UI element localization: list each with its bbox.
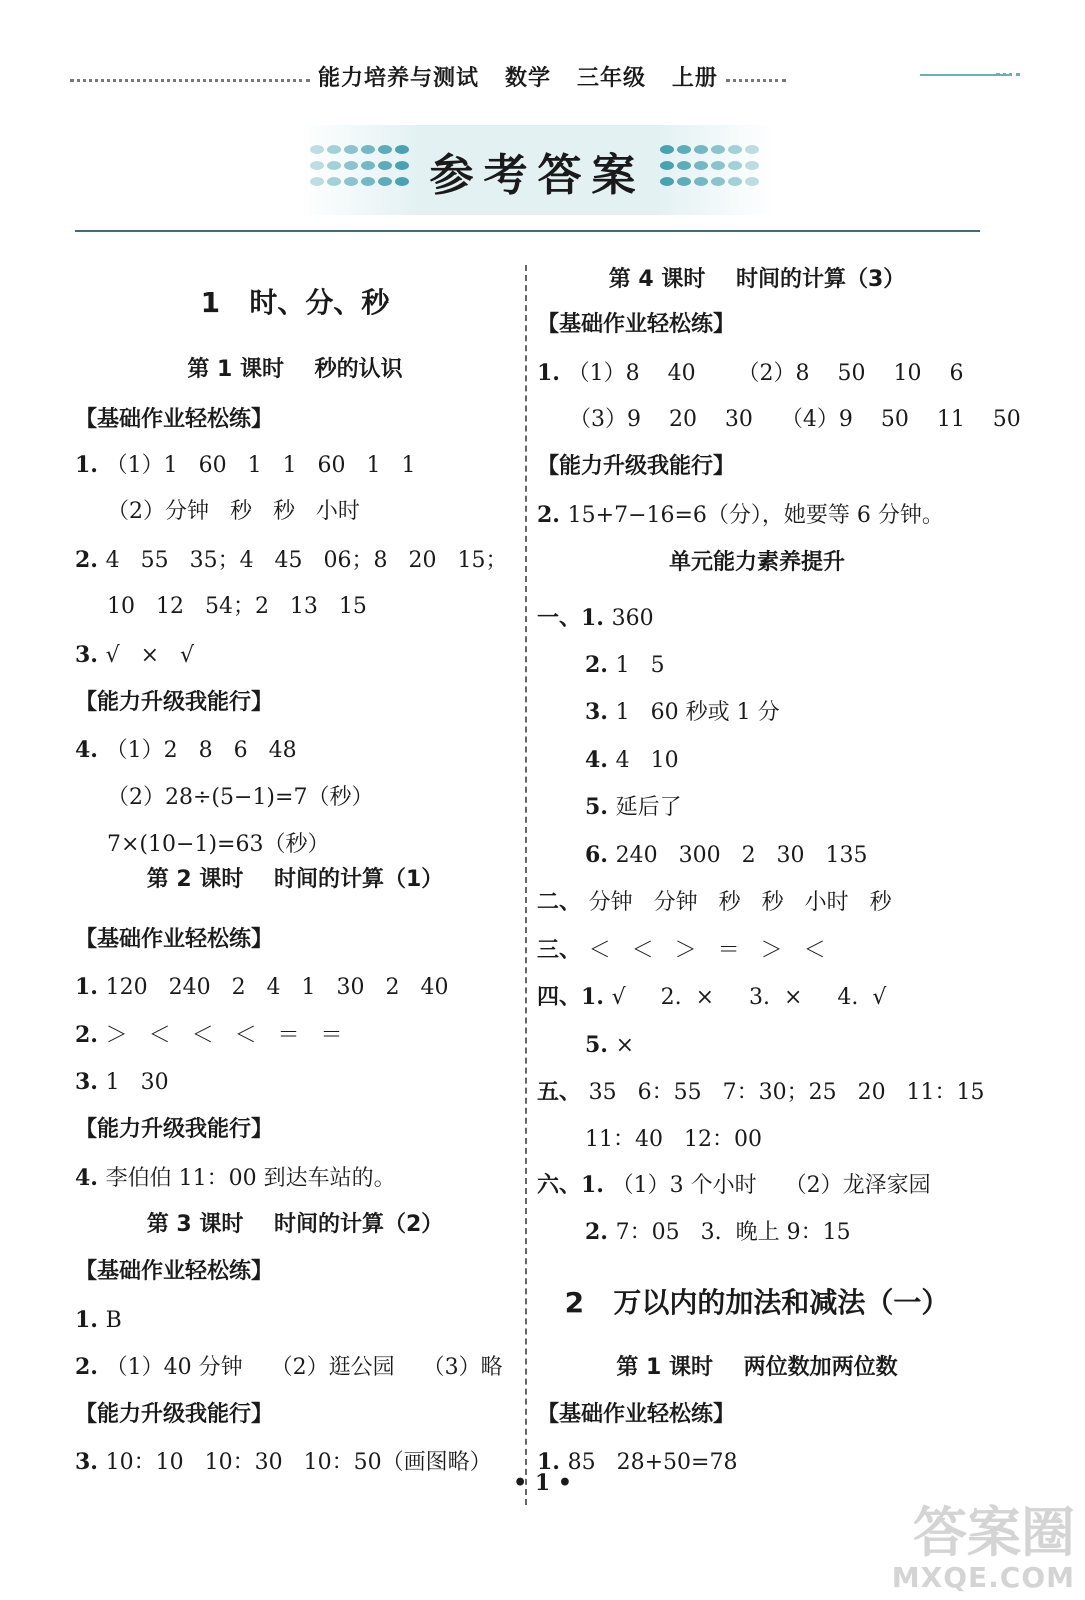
chapter-title: 1 时、分、秒 bbox=[200, 286, 390, 319]
lesson-title: 第 1 课时 秒的认识 bbox=[187, 357, 403, 382]
answer-text: ＞ ＜ ＜ ＜ ＝ ＝ bbox=[105, 1023, 343, 1048]
answer-number: 一、1. bbox=[537, 605, 612, 631]
answer-line bbox=[585, 1030, 634, 1061]
answer-text: 4 10 bbox=[615, 748, 679, 773]
answer-line bbox=[537, 935, 826, 966]
answer-text: ＜ ＜ ＞ ＝ ＞ ＜ bbox=[588, 938, 826, 963]
answer-text: √ × √ bbox=[105, 643, 195, 668]
answer-number: 1. bbox=[537, 360, 568, 386]
answer-line bbox=[537, 1170, 931, 1201]
section-tag: 【能力升级我能行】 bbox=[75, 1117, 274, 1142]
answer-number: 4. bbox=[75, 737, 106, 763]
answer-number: 六、1. bbox=[537, 1172, 612, 1198]
section-banner bbox=[300, 125, 775, 215]
header-decoration bbox=[920, 74, 1010, 76]
answer-text: × bbox=[615, 1033, 635, 1058]
answer-line bbox=[537, 500, 944, 531]
answer-line bbox=[75, 1305, 122, 1336]
answer-line bbox=[585, 1125, 762, 1155]
lesson-title: 第 4 课时 时间的计算（3） bbox=[608, 267, 906, 292]
answer-line bbox=[585, 650, 665, 681]
answer-number: 4. bbox=[585, 747, 616, 773]
answer-number: 2. bbox=[585, 652, 616, 678]
answer-line bbox=[107, 497, 360, 527]
answer-number: 5. bbox=[585, 794, 616, 820]
section-tag: 【基础作业轻松练】 bbox=[75, 407, 274, 432]
answer-line bbox=[107, 592, 367, 622]
answer-number: 6. bbox=[585, 842, 616, 868]
answer-text: （2）28÷(5−1)=7（秒） bbox=[107, 785, 374, 810]
answer-line bbox=[585, 1217, 851, 1248]
watermark-url: MXQE.COM bbox=[891, 1561, 1075, 1594]
answer-number: 五、 bbox=[537, 1079, 589, 1105]
lesson-title: 第 1 课时 两位数加两位数 bbox=[616, 1355, 898, 1380]
answer-line bbox=[537, 1077, 985, 1108]
section-tag: 【基础作业轻松练】 bbox=[537, 1402, 736, 1427]
answer-text: B bbox=[105, 1308, 122, 1333]
answer-text: （1）2 8 6 48 bbox=[105, 738, 297, 763]
answer-line bbox=[585, 792, 682, 823]
answer-text: 85 28+50=78 bbox=[567, 1450, 738, 1475]
answer-number: 2. bbox=[75, 1354, 106, 1380]
watermark-logo: 答案圈 bbox=[913, 1501, 1075, 1564]
lesson-title: 第 2 课时 时间的计算（1） bbox=[146, 867, 444, 892]
answer-line bbox=[537, 603, 654, 634]
answer-text: （1）1 60 1 1 60 1 1 bbox=[105, 453, 416, 478]
answer-line bbox=[75, 1163, 396, 1194]
answer-number: 1. bbox=[537, 1449, 568, 1475]
section-tag: 【基础作业轻松练】 bbox=[75, 927, 274, 952]
section-tag: 【基础作业轻松练】 bbox=[537, 312, 736, 337]
answer-text: （1）8 40 （2）8 50 10 6 bbox=[567, 361, 964, 386]
column-divider bbox=[525, 265, 527, 1505]
answer-number: 2. bbox=[75, 547, 106, 573]
watermark bbox=[891, 1501, 1075, 1594]
answer-text: 1 60 秒或 1 分 bbox=[615, 700, 780, 725]
answer-number: 四、1. bbox=[537, 984, 612, 1010]
answer-number: 3. bbox=[585, 699, 616, 725]
answer-line bbox=[107, 783, 373, 813]
answer-number: 1. bbox=[75, 974, 106, 1000]
header-title: 能力培养与测试 数学 三年级 上册 bbox=[318, 64, 718, 91]
answer-text: 1 30 bbox=[105, 1070, 169, 1095]
answer-line bbox=[75, 1067, 169, 1098]
answer-line bbox=[569, 405, 1021, 435]
banner-title: 参考答案 bbox=[429, 150, 646, 201]
answer-line bbox=[107, 830, 329, 860]
answer-text: 360 bbox=[611, 606, 654, 631]
answer-text: 10 12 54；2 13 15 bbox=[107, 594, 367, 619]
answer-text: （2）分钟 秒 秒 小时 bbox=[107, 499, 360, 524]
answer-line bbox=[585, 745, 679, 776]
lesson-title: 第 3 课时 时间的计算（2） bbox=[146, 1212, 444, 1237]
answer-text: 1 5 bbox=[615, 653, 665, 678]
section-tag: 【能力升级我能行】 bbox=[75, 1402, 274, 1427]
answer-number: 2. bbox=[585, 1219, 616, 1245]
answer-line bbox=[585, 840, 868, 871]
answer-line bbox=[75, 1020, 343, 1051]
answer-text: 7：05 3. 晚上 9：15 bbox=[615, 1220, 851, 1245]
running-header bbox=[70, 56, 1010, 96]
answer-line bbox=[585, 697, 780, 728]
header-rule bbox=[75, 230, 980, 232]
answer-number: 2. bbox=[75, 1022, 106, 1048]
answer-text: √ 2. × 3. × 4. √ bbox=[611, 985, 887, 1010]
answer-line bbox=[75, 640, 194, 671]
header-dotted-rule-right bbox=[726, 79, 786, 82]
answer-number: 3. bbox=[75, 1069, 106, 1095]
answer-text: 7×(10−1)=63（秒） bbox=[107, 832, 330, 857]
header-dotted-rule-left bbox=[70, 79, 310, 82]
section-tag: 【基础作业轻松练】 bbox=[75, 1259, 274, 1284]
lesson-title: 单元能力素养提升 bbox=[668, 550, 845, 575]
answer-text: 分钟 分钟 秒 秒 小时 秒 bbox=[588, 890, 892, 915]
answer-text: 120 240 2 4 1 30 2 40 bbox=[105, 975, 449, 1000]
section-tag: 【能力升级我能行】 bbox=[75, 690, 274, 715]
answer-text: （1）3 个小时 （2）龙泽家园 bbox=[611, 1173, 931, 1198]
answer-number: 1. bbox=[75, 1307, 106, 1333]
answer-line bbox=[75, 1352, 503, 1383]
answer-line bbox=[537, 358, 963, 389]
answer-text: 延后了 bbox=[615, 795, 682, 820]
answer-text: 240 300 2 30 135 bbox=[615, 843, 868, 868]
answer-number: 3. bbox=[75, 642, 106, 668]
answer-text: 15+7−16=6（分），她要等 6 分钟。 bbox=[567, 503, 944, 528]
answer-number: 3. bbox=[75, 1449, 106, 1475]
answer-text: 10：10 10：30 10：50（画图略） bbox=[105, 1450, 492, 1475]
answer-text: 李伯伯 11：00 到达车站的。 bbox=[105, 1166, 396, 1191]
section-tag: 【能力升级我能行】 bbox=[537, 454, 736, 479]
answer-line bbox=[75, 972, 448, 1003]
answer-text: （3）9 20 30 （4）9 50 11 50 bbox=[569, 407, 1021, 432]
answer-line bbox=[75, 450, 416, 481]
answer-number: 2. bbox=[537, 502, 568, 528]
answer-line bbox=[75, 735, 297, 766]
chapter-title: 2 万以内的加法和减法（一） bbox=[564, 1286, 950, 1319]
answer-line bbox=[537, 887, 892, 918]
answer-number: 1. bbox=[75, 452, 106, 478]
answer-line bbox=[75, 545, 507, 576]
answer-text: 4 55 35；4 45 06；8 20 15； bbox=[105, 548, 508, 573]
answer-number: 三、 bbox=[537, 937, 589, 963]
answer-number: 4. bbox=[75, 1165, 106, 1191]
answer-number: 二、 bbox=[537, 889, 589, 915]
answer-text: （1）40 分钟 （2）逛公园 （3）略 bbox=[105, 1355, 503, 1380]
answer-number: 5. bbox=[585, 1032, 616, 1058]
answer-text: 11：40 12：00 bbox=[585, 1127, 762, 1152]
answer-line bbox=[537, 982, 886, 1013]
page-number: • 1 • bbox=[513, 1470, 572, 1496]
answer-text: 35 6：55 7：30；25 20 11：15 bbox=[588, 1080, 985, 1105]
